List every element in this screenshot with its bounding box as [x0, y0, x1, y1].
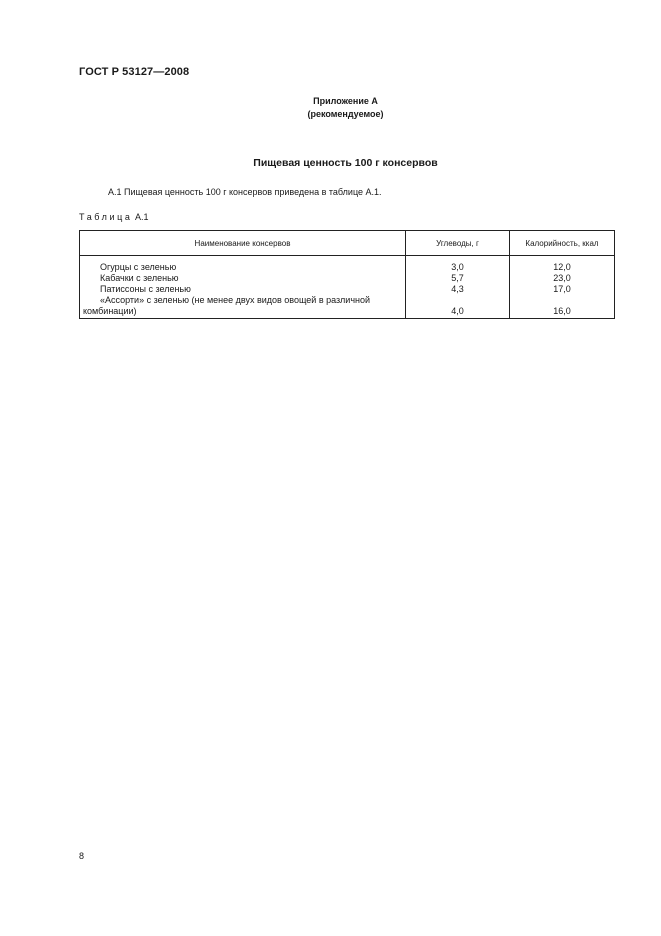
table-row	[80, 284, 615, 295]
appendix-heading	[0, 95, 661, 121]
appendix-subtitle: (рекомендуемое)	[307, 109, 384, 119]
calories-value: 23,0	[510, 273, 615, 284]
page-number: 8	[79, 851, 85, 861]
product-name: Кабачки с зеленью	[100, 273, 179, 283]
nutrition-table	[79, 230, 615, 319]
section-title-text: Пищевая ценность 100 г консервов	[253, 157, 438, 169]
table-row	[80, 273, 615, 284]
product-name: Огурцы с зеленью	[100, 262, 177, 272]
column-header-calories: Калорийность, ккал	[510, 231, 615, 256]
product-name-cell	[80, 256, 406, 274]
product-name-line-1: «Ассорти» с зеленью (не менее двух видов овощей в различной	[100, 295, 371, 305]
product-name-cell	[80, 284, 406, 295]
product-name-cell	[80, 273, 406, 284]
calories-value: 17,0	[510, 284, 615, 295]
appendix-title: Приложение А	[313, 96, 378, 106]
product-name-line-2: комбинации)	[83, 306, 137, 316]
calories-value: 16,0	[510, 295, 615, 319]
carbs-value: 4,3	[406, 284, 510, 295]
column-header-name: Наименование консервов	[80, 231, 406, 256]
column-header-carbs: Углеводы, г	[406, 231, 510, 256]
table-row	[80, 295, 615, 319]
document-standard-header: ГОСТ Р 53127—2008	[79, 66, 190, 78]
section-title	[0, 157, 661, 169]
intro-paragraph: А.1 Пищевая ценность 100 г консервов приведена в таблице А.1.	[108, 187, 382, 197]
calories-value: 12,0	[510, 256, 615, 274]
product-name: Патиссоны с зеленью	[100, 284, 191, 294]
carbs-value: 5,7	[406, 273, 510, 284]
carbs-value: 3,0	[406, 256, 510, 274]
table-row	[80, 256, 615, 274]
table-header-row	[80, 231, 615, 256]
table-caption-word: Таблица	[79, 212, 133, 222]
carbs-value: 4,0	[406, 295, 510, 319]
table-caption-number: А.1	[135, 212, 149, 222]
table-caption	[79, 212, 149, 222]
product-name-cell	[80, 295, 406, 319]
